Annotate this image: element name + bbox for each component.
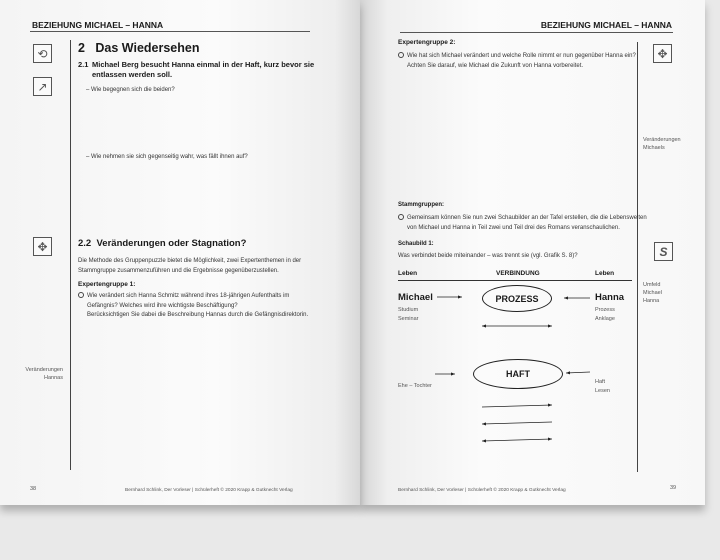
ehe-tochter-label: Ehe – Tochter [398, 383, 432, 389]
hanna-label: Hanna [595, 292, 625, 303]
subsection-2-2 [78, 238, 246, 249]
footer: Bernhard Schlink, Der Vorleser | Schülerheft © 2020 Krapp & Gutknecht Verlag [125, 488, 293, 493]
dollar-icon: S [654, 242, 673, 261]
margin-line-text: Umfeld [643, 282, 661, 288]
arrow-right-to-haft [566, 372, 590, 373]
task-line: Wie hat sich Michael verändert und welche Rolle nimmt er nun gegenüber Hanna ein? [407, 53, 636, 59]
subsection-2-1-title [92, 60, 314, 80]
running-header: BEZIEHUNG MICHAEL – HANNA [540, 20, 672, 30]
detail: Prozess [595, 307, 615, 313]
question-1: – Wie begegnen sich die beiden? [86, 87, 175, 93]
title-line: Michael Berg besucht Hanna einmal in der Haft, kurz bevor sie [92, 60, 315, 69]
intro-paragraph [78, 256, 301, 276]
title-line: entlassen werden soll. [92, 70, 173, 79]
expert-group-2-label: Expertengruppe 2: [398, 39, 456, 46]
detail: Haft [595, 379, 606, 385]
schaubild-question: Was verbindet beide miteinander – was trennt sie (vgl. Grafik S. 8)? [398, 253, 578, 259]
task-line: Gemeinsam können Sie nun zwei Schaubilder an der Tafel erstellen, die die Lebenswelten [407, 215, 647, 221]
expert-group-1-task [78, 292, 308, 321]
column-middle: VERBINDUNG [496, 270, 540, 277]
margin-line-text: Michael [643, 290, 662, 296]
column-left: Leben [398, 270, 418, 277]
task-line: Gefängnis? Welches wird ihre wichtigste Beschäftigung? [87, 302, 238, 309]
paragraph-line: Die Methode des Gruppenpuzzle bietet die Möglichkeit, zwei Expertenthemen in der [78, 258, 302, 264]
margin-line-text: Hannas [44, 375, 63, 381]
paragraph-line: Stammgruppe zusammenzuführen und die Ergebnisse gegenüberzustellen. [78, 268, 279, 274]
task-line: von Michael und Hanna in Teil zwei und Teil drei des Romans veranschaulichen. [407, 225, 620, 231]
margin-line-text: Hanna [643, 298, 660, 304]
header-rule [30, 31, 310, 32]
margin-line-text: Michaels [643, 145, 665, 151]
group-puzzle-icon: ✥ [33, 237, 52, 256]
page-number: 39 [670, 485, 677, 491]
margin-line [70, 40, 71, 470]
arrow-right [482, 405, 552, 407]
section-number: 2 [78, 41, 85, 55]
haft-ellipse: HAFT [473, 359, 563, 389]
margin-line-text: Veränderungen [25, 367, 63, 373]
subsection-number: 2.2 [78, 238, 92, 249]
detail: Anklage [595, 316, 615, 322]
left-page [0, 0, 360, 505]
subsection-2-1-number: 2.1 [78, 60, 89, 69]
arrow-left [482, 422, 552, 424]
margin-note-hannas [25, 366, 63, 382]
stammgruppen-label: Stammgruppen: [398, 202, 445, 208]
footer: Bernhard Schlink, Der Vorleser | Schülerheft © 2020 Krapp & Gutknecht Verlag [398, 488, 566, 493]
group-puzzle-icon: ✥ [653, 44, 672, 63]
prozess-ellipse: PROZESS [482, 285, 552, 312]
bullet-circle-icon [78, 292, 84, 298]
task-line: Wie verändert sich Hanna Schmitz während ihres 18-jährigen Aufenthalts im [87, 293, 290, 299]
detail: Lesen [595, 388, 610, 394]
margin-line-text: Veränderungen [643, 137, 681, 143]
repeat-icon: ⟲ [33, 44, 52, 63]
right-page [360, 0, 705, 505]
diagram-arrows [360, 0, 705, 505]
task-line: Berücksichtigen Sie dabei die Beschreibung Hannas durch die Gefängnisdirektorin. [87, 312, 309, 318]
subsection-title: Veränderungen oder Stagnation? [96, 238, 247, 249]
section-heading [78, 41, 199, 55]
schaubild-label: Schaubild 1: [398, 241, 434, 247]
question-2: – Wie nehmen sie sich gegenseitig wahr, was fällt ihnen auf? [86, 154, 248, 160]
expert-group-1-label: Expertengruppe 1: [78, 281, 136, 288]
running-header: BEZIEHUNG MICHAEL – HANNA [32, 20, 164, 30]
double-arrow [482, 439, 552, 441]
task-line: Achten Sie darauf, wie Michael die Zukunft von Hanna vorbereitet. [407, 63, 584, 69]
section-title: Das Wiedersehen [95, 41, 200, 55]
column-right: Leben [595, 270, 615, 277]
detail: Seminar [398, 316, 419, 322]
detail: Studium [398, 307, 419, 313]
page-number: 38 [30, 486, 37, 492]
michael-label: Michael [398, 292, 433, 303]
arrow-up-right-icon: ↗ [33, 77, 52, 96]
